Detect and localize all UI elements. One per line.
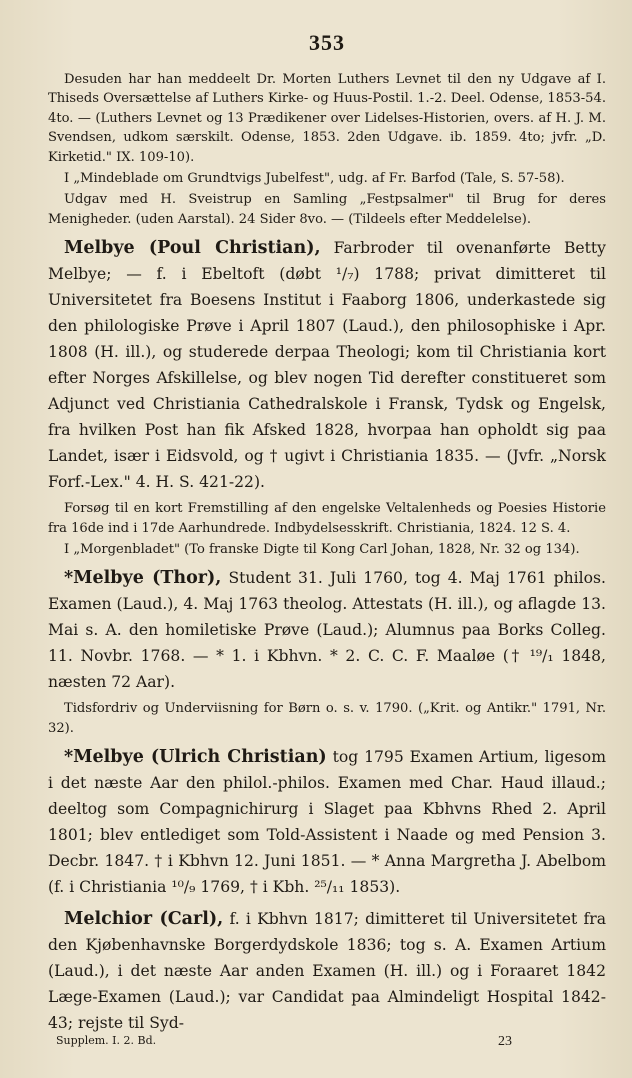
note-paragraph: I „Mindeblade om Grundtvigs Jubelfest", udg. af Fr. Barfod (Tale, S. 57-58).: [64, 171, 565, 187]
entry-headword: *Melbye (Thor),: [64, 568, 222, 589]
note-paragraph: Udgav med H. Sveistrup en Samling „Festpsalmer" til Brug for deres Menigheder. (uden Aarstal). 24 Sider 8vo. — (Tildeels efter Meddelelse).: [48, 192, 606, 227]
footer-signature-label: Supplem. I. 2. Bd.: [56, 1034, 157, 1047]
entry-text: Student 31. Juli 1760, tog 4. Maj 1761 philos. Examen (Laud.), 4. Maj 1763 theolog. Attestats (H. ill.), og aflagde 13. Mai s. A. den homiletiske Prøve (Laud.); Alumnus paa Borks Colleg. 11. Novbr. 1768. — * 1. i Kbhvn. * 2. C. C. F. Maaløe († ¹⁹/₁ 1848, næsten 72 Aar).: [48, 569, 606, 692]
note-paragraph: Tidsfordriv og Underviisning for Børn o. s. v. 1790. („Krit. og Antikr." 1791, Nr. 32).: [48, 701, 606, 736]
biography-entry: [48, 744, 606, 900]
entry-text: f. i Kbhvn 1817; dimitteret til Universitetet fra den Kjøbenhavnske Borgerdydskole 1836; tog s. A. Examen Artium (Laud.), i det næste Aar anden Examen (H. ill.) og i Foraaret 1842 Læge-Examen (Laud.); var Candidat paa Almindeligt Hospital 1842-43; rejste til Syd-: [48, 910, 606, 1033]
entry-headword: Melbye (Poul Christian),: [64, 238, 321, 259]
note-paragraph: Forsøg til en kort Fremstilling af den engelske Veltalenheds og Poesies Historie fra 16de ind i 17de Aarhundrede. Indbydelsesskrift. Christiania, 1824. 12 S. 4.: [48, 501, 606, 536]
entry-text: tog 1795 Examen Artium, ligesom i det næste Aar den philol.-philos. Examen med Char. Haud illaud.; deeltog som Compagnichirurg i Slaget paa Kbhvns Rhed 2. April 1801; blev entlediget som Told-Assistent i Naade og med Pension 3. Decbr. 1847. † i Kbhvn 12. Juni 1851. — * Anna Margretha J. Abelbom (f. i Christiania ¹⁰/₉ 1769, † i Kbh. ²⁵/₁₁ 1853).: [48, 748, 606, 897]
footer-signature-number: 23: [498, 1034, 512, 1049]
note-paragraph: Desuden har han meddeelt Dr. Morten Luthers Levnet til den ny Udgave af I. Thiseds Oversættelse af Luthers Kirke- og Huus-Postil. 1.-2. Deel. Odense, 1853-54. 4to. — (Luthers Levnet og 13 Prædikener over Lidelses-Historien, overs. af H. J. M. Svendsen, udkom særskilt. Odense, 1853. 2den Udgave. ib. 1859. 4to; jvfr. „D. Kirketid." IX. 109-10).: [48, 72, 606, 165]
biography-entry: [48, 565, 606, 695]
biography-entry: [48, 235, 606, 495]
page-footer: [56, 1034, 512, 1050]
biography-entry: [48, 906, 606, 1036]
entry-headword: Melchior (Carl),: [64, 909, 224, 930]
page-number: 353: [309, 30, 345, 55]
entry-text: Farbroder til ovenanførte Betty Melbye; — f. i Ebeltoft (døbt ¹/₇) 1788; privat dimitteret til Universitetet fra Boesens Institut i Faaborg 1806, underkastede sig den philologiske Prøve i April 1807 (Laud.), den philosophiske i Apr. 1808 (H. ill.), og studerede derpaa Theologi; kom til Christiania kort efter Norges Afskillelse, og blev nogen Tid derefter constitueret som Adjunct ved Christiania Cathedralskole i Fransk, Tydsk og Engelsk, fra hvilken Post han fik Afsked 1828, hvorpaa han opholdt sig paa Landet, især i Eidsvold, og † ugivt i Christiania 1835. — (Jvfr. „Norsk Forf.-Lex." 4. H. S. 421-22).: [48, 239, 606, 492]
entry-headword: *Melbye (Ulrich Christian): [64, 747, 327, 768]
note-paragraph: I „Morgenbladet" (To franske Digte til Kong Carl Johan, 1828, Nr. 32 og 134).: [64, 542, 580, 558]
